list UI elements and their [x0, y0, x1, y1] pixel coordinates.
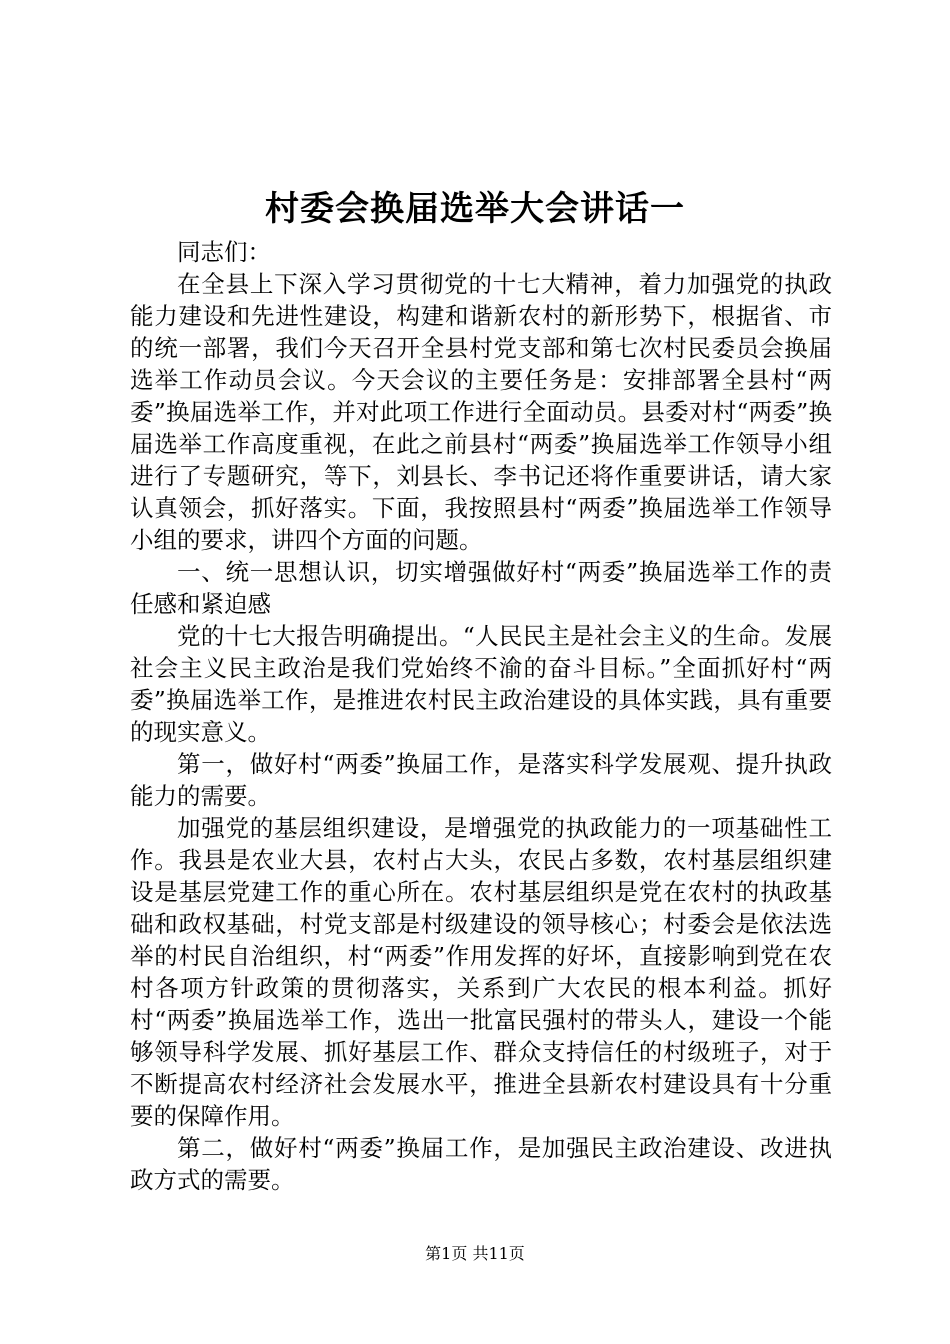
- document-title: 村委会换届选举大会讲话一: [265, 189, 685, 229]
- section-heading-1: 一、统一思想认识，切实增强做好村“两委”换届选举工作的责任感和紧迫感: [130, 558, 832, 618]
- paragraph-congress-report: 党的十七大报告明确提出。“人民民主是社会主义的生命。发展社会主义民主政治是我们党始终不渝的奋斗目标。”全面抓好村“两委”换届选举工作，是推进农村民主政治建设的具体实践，具有重要的现实意义。: [130, 622, 832, 746]
- salutation: 同志们：: [177, 238, 271, 266]
- paragraph-grassroots: 加强党的基层组织建设，是增强党的执政能力的一项基础性工作。我县是农业大县，农村占大头，农民占多数，农村基层组织建设是基层党建工作的重心所在。农村基层组织是党在农村的执政基础和政权基础，村党支部是村级建设的领导核心；村委会是依法选举的村民自治组织，村“两委”作用发挥的好坏，直接影响到党在农村各项方针政策的贯彻落实，关系到广大农民的根本利益。抓好村“两委”换届选举工作，选出一批富民强村的带头人，建设一个能够领导科学发展、抓好基层工作、群众支持信任的村级班子，对于不断提高农村经济社会发展水平，推进全县新农村建设具有十分重要的保障作用。: [130, 814, 832, 1130]
- page-number: 第1页 共11页: [425, 1244, 525, 1263]
- document-body: [130, 236, 832, 1196]
- point-first: 第一，做好村“两委”换届工作，是落实科学发展观、提升执政能力的需要。: [130, 750, 832, 810]
- paragraph-intro: 在全县上下深入学习贯彻党的十七大精神，着力加强党的执政能力建设和先进性建设，构建和谐新农村的新形势下，根据省、市的统一部署，我们今天召开全县村党支部和第七次村民委员会换届选举工作动员会议。今天会议的主要任务是：安排部署全县村“两委”换届选举工作，并对此项工作进行全面动员。县委对村“两委”换届选举工作高度重视，在此之前县村“两委”换届选举工作领导小组进行了专题研究，等下，刘县长、李书记还将作重要讲话，请大家认真领会，抓好落实。下面，我按照县村“两委”换届选举工作领导小组的要求，讲四个方面的问题。: [130, 270, 832, 554]
- point-second: 第二，做好村“两委”换届工作，是加强民主政治建设、改进执政方式的需要。: [130, 1134, 832, 1194]
